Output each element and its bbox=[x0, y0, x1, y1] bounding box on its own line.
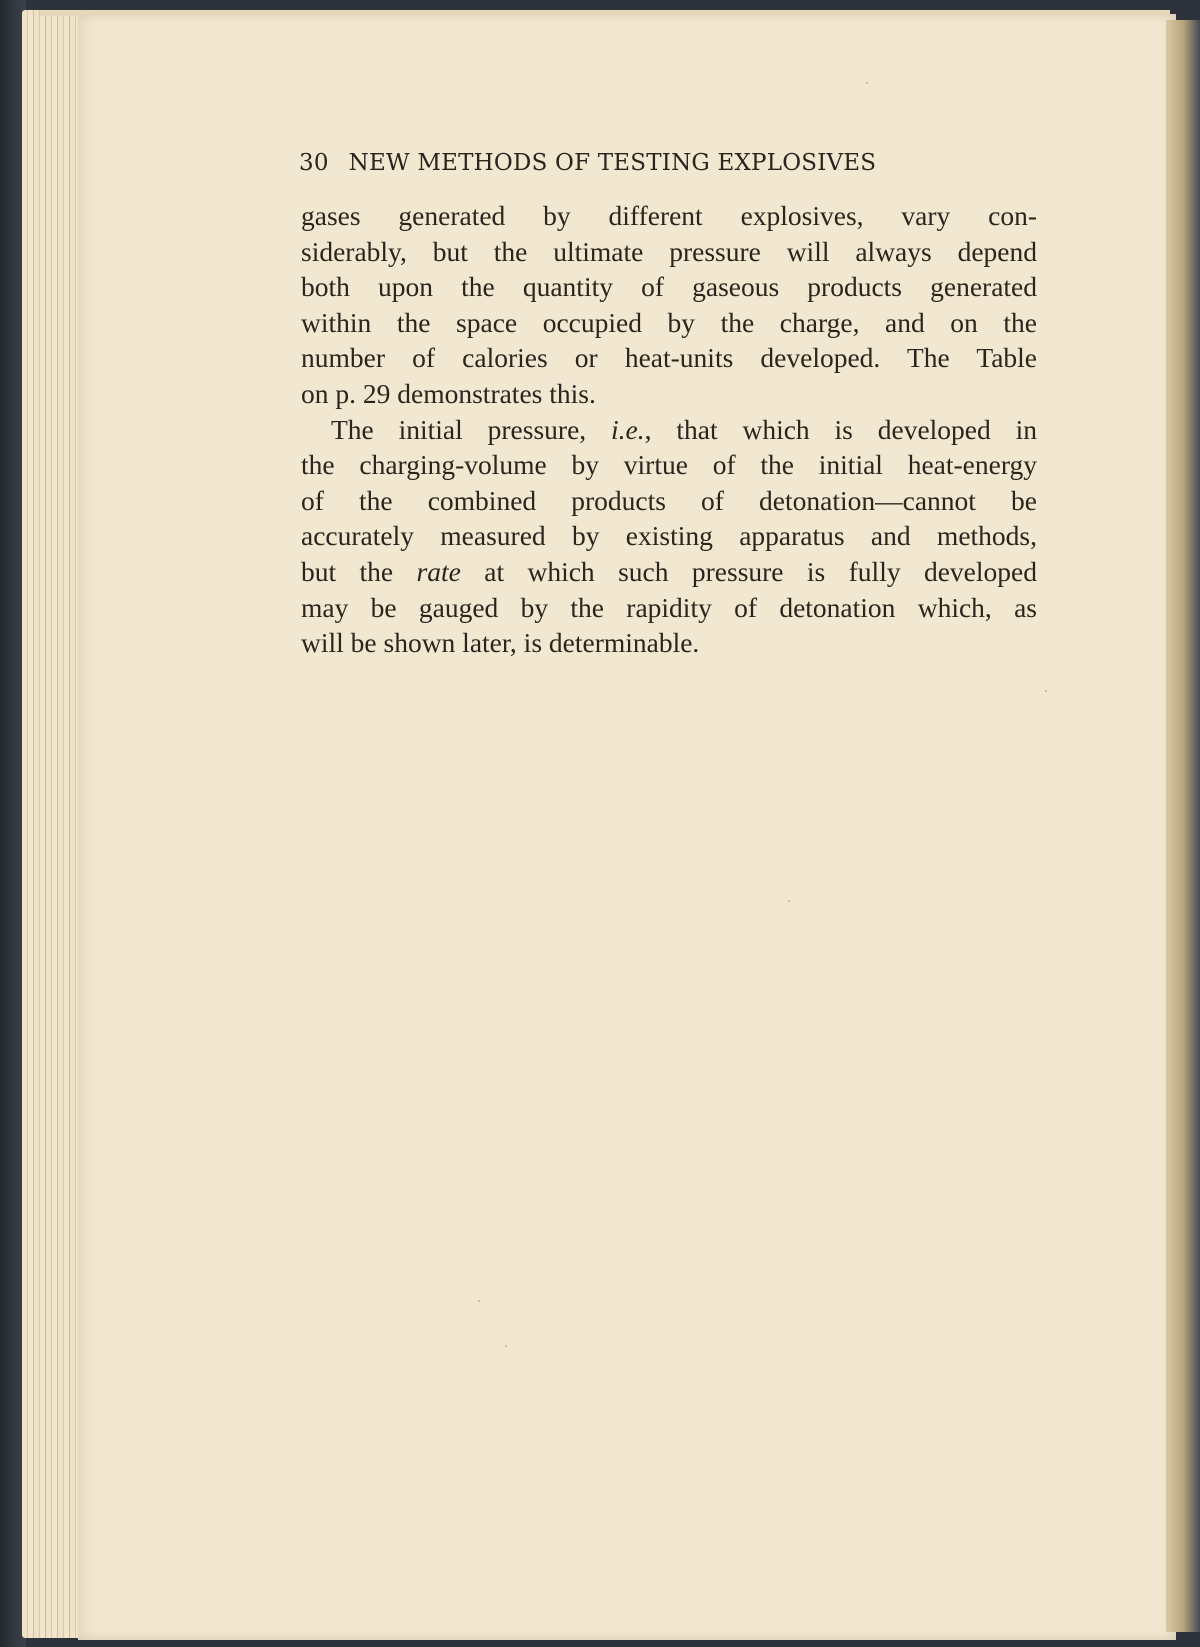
italic-text: i.e. bbox=[611, 413, 645, 445]
paper-speck bbox=[505, 1345, 507, 1347]
running-head bbox=[299, 150, 1039, 176]
text-run: The initial pressure, bbox=[331, 413, 612, 445]
text-line: of the combined products of detonation—cannot be bbox=[301, 484, 1037, 516]
text-line: may be gauged by the rapidity of detonation which, as bbox=[301, 591, 1037, 623]
text-line: gases generated by different explosives, vary con- bbox=[301, 200, 1037, 231]
text-line: both upon the quantity of gaseous products generated bbox=[301, 271, 1037, 303]
text-line: within the space occupied by the charge, and on the bbox=[301, 306, 1037, 338]
page-number: 30 bbox=[299, 150, 329, 176]
paragraph-2 bbox=[301, 412, 1037, 661]
text-run: , that which is developed in bbox=[644, 413, 1037, 445]
text-line: will be shown later, is determinable. bbox=[301, 627, 700, 659]
text-line bbox=[301, 412, 1037, 448]
paper-speck bbox=[788, 900, 790, 902]
paper-speck bbox=[1045, 690, 1047, 692]
text-run: but the bbox=[301, 555, 417, 587]
body-text bbox=[301, 198, 1037, 661]
book-gutter bbox=[1166, 20, 1200, 1632]
running-title: NEW METHODS OF TESTING EXPLOSIVES bbox=[348, 150, 877, 176]
italic-text: rate bbox=[416, 555, 461, 587]
paper-speck bbox=[866, 82, 868, 84]
text-line: the charging-volume by virtue of the initial heat-energy bbox=[301, 449, 1037, 481]
text-line: on p. 29 demonstrates this. bbox=[301, 377, 596, 409]
text-run: at which such pressure is fully developed bbox=[460, 555, 1037, 587]
text-line: siderably, but the ultimate pressure will always depend bbox=[301, 235, 1037, 267]
paper-speck bbox=[478, 1300, 480, 1302]
text-line: number of calories or heat-units developed. The Table bbox=[301, 342, 1037, 374]
paragraph-1 bbox=[301, 198, 1037, 412]
text-line bbox=[301, 554, 1037, 590]
text-line: accurately measured by existing apparatus and methods, bbox=[301, 520, 1037, 552]
